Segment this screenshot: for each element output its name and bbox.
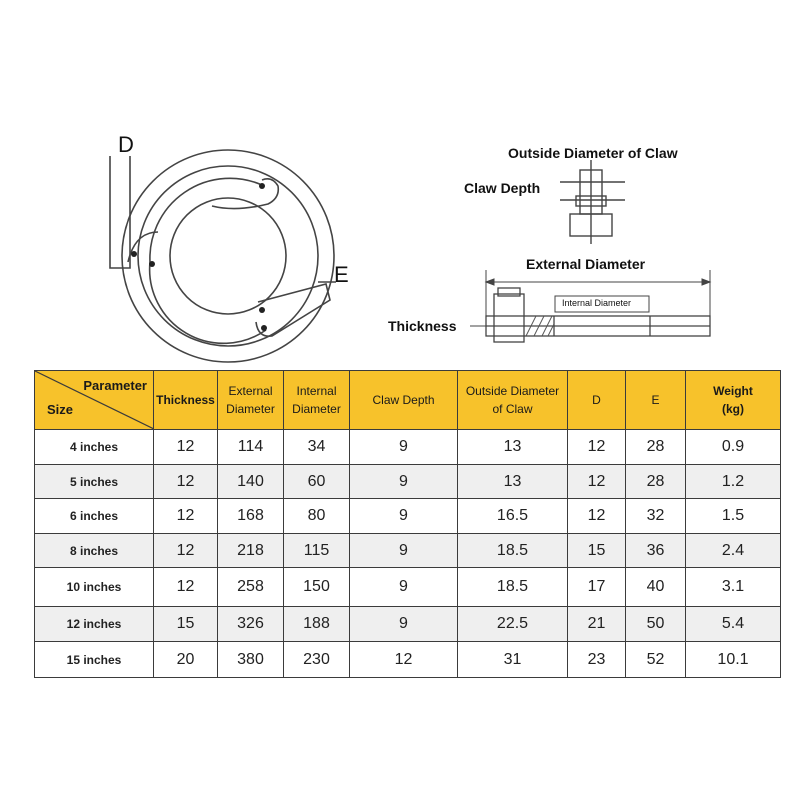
cell-internal-diameter: 188	[284, 607, 350, 642]
header-external-diameter-line1: External	[228, 384, 273, 398]
cell-weight: 1.5	[686, 499, 781, 534]
cell-weight: 1.2	[686, 465, 781, 499]
header-d: D	[568, 371, 626, 430]
cell-size: 6 inches	[35, 499, 154, 534]
header-weight-line1: Weight	[713, 384, 753, 398]
cell-claw-depth: 12	[350, 642, 458, 678]
header-external-diameter-line2: Diameter	[226, 402, 275, 416]
header-e: E	[626, 371, 686, 430]
cell-outside-diameter-of-claw: 18.5	[458, 568, 568, 607]
table-row	[35, 465, 781, 499]
cell-outside-diameter-of-claw: 13	[458, 465, 568, 499]
header-claw-depth: Claw Depth	[350, 371, 458, 430]
cell-external-diameter: 168	[218, 499, 284, 534]
table-row	[35, 499, 781, 534]
cell-claw-depth: 9	[350, 499, 458, 534]
cell-claw-depth: 9	[350, 430, 458, 465]
cell-internal-diameter: 150	[284, 568, 350, 607]
cell-thickness: 12	[154, 534, 218, 568]
header-weight	[686, 371, 781, 430]
cell-weight: 0.9	[686, 430, 781, 465]
cell-e: 52	[626, 642, 686, 678]
cell-outside-diameter-of-claw: 18.5	[458, 534, 568, 568]
label-external-diameter: External Diameter	[526, 256, 646, 272]
cell-e: 28	[626, 430, 686, 465]
cell-d: 23	[568, 642, 626, 678]
label-outside-diameter-of-claw: Outside Diameter of Claw	[508, 145, 678, 161]
cell-internal-diameter: 115	[284, 534, 350, 568]
cell-thickness: 12	[154, 465, 218, 499]
cell-weight: 3.1	[686, 568, 781, 607]
cell-internal-diameter: 34	[284, 430, 350, 465]
cell-d: 15	[568, 534, 626, 568]
label-d: D	[118, 132, 134, 157]
table-row	[35, 607, 781, 642]
header-outside-diameter-of-claw	[458, 371, 568, 430]
header-outside-diameter-line2: of Claw	[492, 402, 533, 416]
table-row	[35, 568, 781, 607]
header-internal-diameter	[284, 371, 350, 430]
header-outside-diameter-line1: Outside Diameter	[465, 384, 560, 398]
header-size: Size	[47, 402, 74, 417]
cell-claw-depth: 9	[350, 568, 458, 607]
cell-claw-depth: 9	[350, 607, 458, 642]
cell-outside-diameter-of-claw: 13	[458, 430, 568, 465]
cell-e: 28	[626, 465, 686, 499]
cell-thickness: 12	[154, 499, 218, 534]
cell-external-diameter: 326	[218, 607, 284, 642]
header-parameter: Parameter	[83, 378, 147, 393]
cell-e: 36	[626, 534, 686, 568]
table-header-row	[35, 371, 781, 430]
header-external-diameter	[218, 371, 284, 430]
cell-external-diameter: 258	[218, 568, 284, 607]
cell-internal-diameter: 80	[284, 499, 350, 534]
spiral-clamp-drawing	[0, 0, 800, 370]
cell-size: 10 inches	[35, 568, 154, 607]
cell-thickness: 12	[154, 568, 218, 607]
header-internal-diameter-line1: Internal	[296, 384, 337, 398]
label-internal-diameter: Internal Diameter	[562, 298, 632, 308]
cell-external-diameter: 380	[218, 642, 284, 678]
cell-d: 12	[568, 499, 626, 534]
header-thickness: Thickness	[154, 371, 218, 430]
table-row	[35, 642, 781, 678]
cell-outside-diameter-of-claw: 31	[458, 642, 568, 678]
cell-internal-diameter: 60	[284, 465, 350, 499]
cell-e: 50	[626, 607, 686, 642]
cell-claw-depth: 9	[350, 465, 458, 499]
cell-thickness: 15	[154, 607, 218, 642]
cell-weight: 5.4	[686, 607, 781, 642]
claw-detail-view	[560, 160, 625, 244]
cell-size: 5 inches	[35, 465, 154, 499]
cell-d: 21	[568, 607, 626, 642]
cell-external-diameter: 114	[218, 430, 284, 465]
spiral-ring-view	[110, 150, 336, 362]
cell-size: 12 inches	[35, 607, 154, 642]
cell-e: 40	[626, 568, 686, 607]
cell-outside-diameter-of-claw: 22.5	[458, 607, 568, 642]
cell-thickness: 12	[154, 430, 218, 465]
header-weight-line2: (kg)	[722, 402, 744, 416]
cell-size: 4 inches	[35, 430, 154, 465]
table-row	[35, 430, 781, 465]
cell-external-diameter: 218	[218, 534, 284, 568]
spec-table	[34, 370, 781, 678]
label-thickness: Thickness	[388, 318, 457, 334]
label-claw-depth: Claw Depth	[464, 180, 541, 196]
label-e: E	[334, 262, 349, 287]
cell-d: 12	[568, 465, 626, 499]
cell-thickness: 20	[154, 642, 218, 678]
diagram-area	[0, 0, 800, 370]
cell-d: 17	[568, 568, 626, 607]
cell-weight: 10.1	[686, 642, 781, 678]
cell-e: 32	[626, 499, 686, 534]
cell-outside-diameter-of-claw: 16.5	[458, 499, 568, 534]
cell-internal-diameter: 230	[284, 642, 350, 678]
header-internal-diameter-line2: Diameter	[292, 402, 341, 416]
header-parameter-size	[35, 371, 154, 430]
cell-size: 15 inches	[35, 642, 154, 678]
cell-claw-depth: 9	[350, 534, 458, 568]
cell-external-diameter: 140	[218, 465, 284, 499]
table-row	[35, 534, 781, 568]
cell-weight: 2.4	[686, 534, 781, 568]
cell-d: 12	[568, 430, 626, 465]
cell-size: 8 inches	[35, 534, 154, 568]
